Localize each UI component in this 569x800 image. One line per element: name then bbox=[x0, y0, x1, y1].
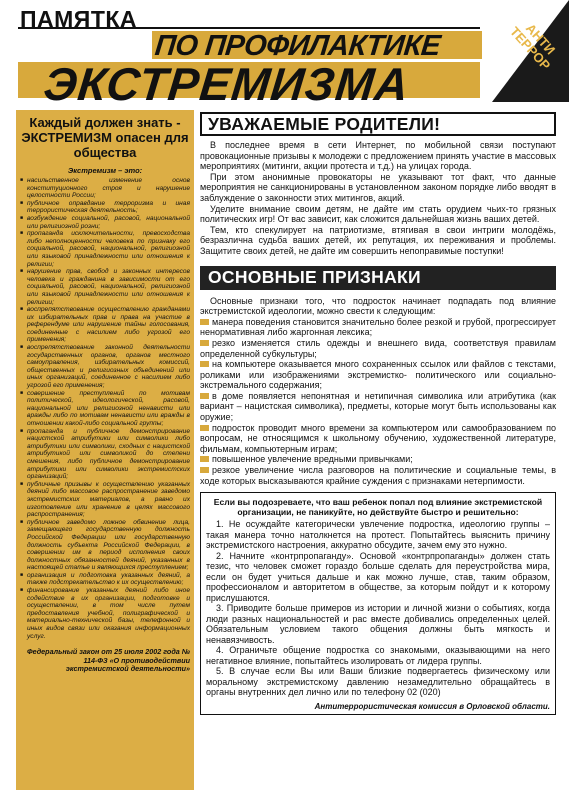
sign-item bbox=[200, 391, 556, 423]
law-reference: Федеральный закон от 25 июля 2002 года № 114-ФЗ «О противодействии экстремистской деятельности» bbox=[27, 647, 190, 674]
sign-item bbox=[200, 338, 556, 359]
definition-item: ■ воспрепятствование законной деятельности государственных органов, органов местного самоуправления, избирательных комиссий, общественных и религиозных объединений или иных организаций, соединенное с насилием либо угрозой его применения; bbox=[20, 344, 190, 390]
advice-item: 2. Начните «контрпропаганду». Основой «контрпропаганды» должен стать тезис, что человек сможет гораздо больше сделать для переустройства мира, если он будет учиться дальше и как можно лучше, став, таким образом, профессионалом и авторитетом в обществе, за которым пойдут и к которому прислушаются. bbox=[206, 550, 550, 603]
definition-item: ■ публичное оправдание терроризма и иная террористическая деятельность; bbox=[20, 200, 190, 215]
bullet-square-icon bbox=[200, 425, 209, 431]
commission-footer: Антитеррористическая комиссия в Орловской области. bbox=[314, 701, 550, 711]
advice-item: 3. Приводите больше примеров из истории и личной жизни о событиях, когда люди разных национальностей и рас вместе добивались определенных целей. Обязательным условием такого общения должны быть мягкость и ненавязчивость. bbox=[206, 603, 550, 645]
definition-item: ■ нарушение прав, свобод и законных интересов человека и гражданина в зависимости от его социальной, расовой, национальной, религиозной или языковой принадлежности или отношения к религии; bbox=[20, 268, 190, 306]
definition-item: ■ воспрепятствование осуществлению гражданами их избирательных прав и права на участие в референдуме или нарушение тайны голосования, соединенные с насилием либо угрозой его применения; bbox=[20, 306, 190, 344]
definition-item: ■ публичное заведомо ложное обвинение лица, замещающего государственную должность Российской Федерации или государственную должность субъекта Российской Федерации, в совершении им в период исполнения своих должностных обязанностей деяний, указанных в настоящей статье и являющихся преступлением; bbox=[20, 519, 190, 572]
header-pamyatka: ПАМЯТКА bbox=[20, 6, 138, 32]
sign-text: резко изменяется стиль одежды и внешнего вида, соответствуя правилам определенной субкультуры; bbox=[200, 337, 556, 359]
sign-text: на компьютере оказывается много сохраненных ссылок или файлов с текстами, роликами или изображениями экстремистко- политического или социально-экстремального содержания; bbox=[200, 359, 556, 391]
signs-list bbox=[200, 317, 556, 487]
definition-item: ■ совершение преступлений по мотивам политической, идеологической, расовой, национальной или религиозной ненависти или вражды либо по мотивам ненависти или вражды в отношении какой-либо социальной группы; bbox=[20, 390, 190, 428]
signs-title: ОСНОВНЫЕ ПРИЗНАКИ bbox=[208, 267, 421, 288]
sign-text: повышенное увлечение вредными привычками; bbox=[212, 454, 413, 465]
sign-text: манера поведения становится значительно более резкой и грубой, прогрессирует ненормативная либо жаргонная лексика; bbox=[200, 316, 556, 338]
bullet-square-icon bbox=[200, 340, 209, 346]
header-title: ЭКСТРЕМИЗМА bbox=[41, 58, 412, 110]
advice-list bbox=[206, 519, 550, 698]
antiterror-label: АНТИ ТЕРРОР bbox=[506, 20, 559, 73]
parents-title-bar bbox=[200, 112, 556, 136]
advice-item: 5. В случае если Вы или Ваши близкие подвергаетесь физическому или моральному экстремистскому давлению незамедлительно обращайтесь в органы внутренних дел лично или по телефону 02 (020) bbox=[206, 666, 550, 698]
sign-text: в доме появляется непонятная и нетипичная символика или атрибутика (как вариант – нацистская символика), предметы, которые могут быть использованы как оружие; bbox=[200, 390, 556, 423]
definition-item: ■ насильственное изменение основ конституционного строя и нарушение целостности России; bbox=[20, 177, 190, 200]
definition-item: ■ пропаганда и публичное демонстрирование нацистской атрибутики или символики либо атрибутики или символики, сходных с нацистской атрибутикой или символикой до степени смешения, либо публичное демонстрирование атрибутики или символики экстремистских организаций; bbox=[20, 428, 190, 481]
bullet-square-icon bbox=[200, 393, 209, 399]
right-column bbox=[200, 112, 556, 715]
signs-title-bar bbox=[200, 266, 556, 290]
advice-box bbox=[200, 492, 556, 715]
sign-item bbox=[200, 359, 556, 391]
poster-header bbox=[0, 0, 569, 110]
parents-paragraph: Уделите внимание своим детям, не дайте им стать орудием чьих-то грязных политических игр! От вас зависит, как сложится дальнейшая жизнь ваших детей. bbox=[200, 203, 556, 225]
parents-body bbox=[200, 140, 556, 257]
definition-item: ■ организация и подготовка указанных деяний, а также подстрекательство к их осуществлению; bbox=[20, 572, 190, 587]
header-subtitle: ПО ПРОФИЛАКТИКЕ bbox=[153, 30, 442, 62]
sign-item bbox=[200, 423, 556, 455]
signs-intro: Основные признаки того, что подросток начинает подпадать под влияние экстремистской идеологии, можно свести к следующим: bbox=[200, 295, 556, 317]
definition-title: Экстремизм – это: bbox=[67, 166, 143, 175]
parents-title: УВАЖАЕМЫЕ РОДИТЕЛИ! bbox=[208, 113, 441, 134]
sign-text: резкое увеличение числа разговоров на политические и социальные темы, в ходе которых высказываются крайние суждения с признаками нетерпимости. bbox=[200, 465, 556, 486]
left-heading: Каждый должен знать - ЭКСТРЕМИЗМ опасен для общества bbox=[21, 115, 189, 160]
bullet-square-icon bbox=[200, 456, 209, 462]
bullet-square-icon bbox=[200, 361, 209, 367]
definition-item: ■ публичные призывы к осуществлению указанных деяний либо массовое распространение заведомо экстремистских материалов, а равно их изготовление или хранение в целях массового распространения; bbox=[20, 481, 190, 519]
definition-item: ■ пропаганда исключительности, превосходства либо неполноценности человека по признаку его социальной, расовой, национальной, религиозной или языковой принадлежности или отношения к религии; bbox=[20, 230, 190, 268]
definition-item: ■ возбуждение социальной, расовой, национальной или религиозной розни; bbox=[20, 215, 190, 230]
definition-list bbox=[20, 177, 190, 640]
definition-item: ■ финансирование указанных деяний либо иное содействие в их организации, подготовке и осуществлении, в том числе путем предоставления учебной, полиграфической и материально-технической базы, телефонной и иных видов связи или оказания информационных услуг. bbox=[20, 587, 190, 640]
parents-paragraph: Тем, кто спекулирует на патриотизме, втягивая в свои интриги молодёжь, безразлична судьба ваших детей, их репутация, их переживания и проблемы. Защитите своих детей, не дайте им совершить непоправимые поступки! bbox=[200, 224, 556, 256]
advice-item: 4. Ограничьте общение подростка со знакомыми, оказывающими на него негативное влияние, попытайтесь изолировать от лидера группы. bbox=[206, 645, 550, 666]
parents-paragraph: При этом анонимные провокаторы не указывают тот факт, что данные мероприятия не санкционированы в установленном законом порядке либо вводят в заблуждение о законности этих митингов, акций. bbox=[200, 171, 556, 203]
bullet-square-icon bbox=[200, 319, 209, 325]
sign-item bbox=[200, 454, 556, 465]
parents-paragraph: В последнее время в сети Интернет, по мобильной связи поступают провокационные призывы к молодежи с предложением принять участие в массовых мероприятиях (митинги, акции протеста и т.д.) на улицах города. bbox=[200, 140, 556, 172]
advice-item: 1. Не осуждайте категорически увлечение подростка, идеологию группы – такая манера точно натолкнется на протест. Попытайтесь выяснить причину экстремистского настроения, аккуратно обсудите, зачем ему это нужно. bbox=[206, 519, 550, 551]
bullet-square-icon bbox=[200, 467, 209, 473]
sign-text: подросток проводит много времени за компьютером или самообразованием по вопросам, не относящимся к школьному обучению, художественной литературе, фильмам, компьютерным играм; bbox=[200, 422, 556, 454]
advice-heading: Если вы подозреваете, что ваш ребенок попал под влияние экстремистской организации, не паникуйте, но действуйте быстро и решительно: bbox=[213, 497, 543, 518]
sign-item bbox=[200, 465, 556, 486]
sign-item bbox=[200, 317, 556, 338]
extremism-definition-panel bbox=[20, 112, 190, 790]
